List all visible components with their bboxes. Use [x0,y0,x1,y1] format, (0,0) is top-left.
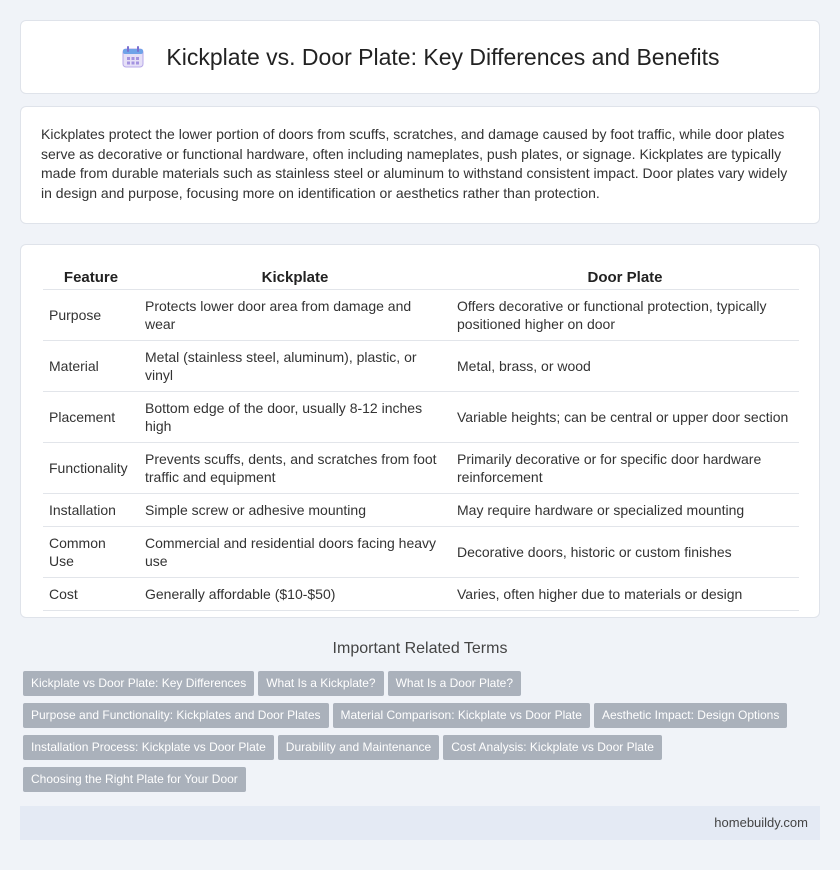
door-plate-cell: Variable heights; can be central or upper door section [451,392,799,443]
related-term-tag[interactable]: Durability and Maintenance [278,735,439,760]
related-term-tag[interactable]: Purpose and Functionality: Kickplates and Door Plates [23,703,329,728]
table-row [43,290,799,341]
door-plate-cell: Offers decorative or functional protection, typically positioned higher on door [451,290,799,341]
related-term-tag[interactable]: Material Comparison: Kickplate vs Door Plate [333,703,590,728]
feature-cell: Common Use [43,527,139,578]
feature-cell: Installation [43,494,139,527]
table-row [43,392,799,443]
title-card [20,20,820,94]
feature-cell: Purpose [43,290,139,341]
kickplate-cell: Protects lower door area from damage and wear [139,290,451,341]
header-feature: Feature [43,265,139,290]
comparison-table [43,265,799,611]
related-terms-list [23,671,823,799]
footer-site[interactable]: homebuildy.com [714,815,808,830]
header-door-plate: Door Plate [451,265,799,290]
kickplate-cell: Metal (stainless steel, aluminum), plastic, or vinyl [139,341,451,392]
page-title: Kickplate vs. Door Plate: Key Differences and Benefits [166,43,720,70]
related-term-tag[interactable]: Choosing the Right Plate for Your Door [23,767,246,792]
kickplate-cell: Generally affordable ($10-$50) [139,578,451,611]
related-term-tag[interactable]: What Is a Kickplate? [258,671,383,696]
kickplate-cell: Simple screw or adhesive mounting [139,494,451,527]
door-plate-cell: Decorative doors, historic or custom finishes [451,527,799,578]
feature-cell: Cost [43,578,139,611]
door-plate-cell: Metal, brass, or wood [451,341,799,392]
kickplate-cell: Bottom edge of the door, usually 8-12 inches high [139,392,451,443]
table-row [43,527,799,578]
kickplate-cell: Prevents scuffs, dents, and scratches from foot traffic and equipment [139,443,451,494]
related-term-tag[interactable]: Cost Analysis: Kickplate vs Door Plate [443,735,662,760]
door-plate-cell: Varies, often higher due to materials or design [451,578,799,611]
comparison-table-card [20,244,820,618]
related-term-tag[interactable]: Aesthetic Impact: Design Options [594,703,787,728]
related-term-tag[interactable]: What Is a Door Plate? [388,671,521,696]
related-terms-title: Important Related Terms [332,640,508,657]
related-term-tag[interactable]: Kickplate vs Door Plate: Key Differences [23,671,254,696]
table-row [43,443,799,494]
intro-card [20,106,820,224]
header-kickplate: Kickplate [139,265,451,290]
feature-cell: Functionality [43,443,139,494]
feature-cell: Placement [43,392,139,443]
table-row [43,341,799,392]
intro-text: Kickplates protect the lower portion of doors from scuffs, scratches, and damage caused by foot traffic, while door plates serve as decorative or functional hardware, often including nameplates, push plates, or signage. Kickplates are typically made from durable materials such as stainless steel or aluminum to withstand consistent impact. Door plates vary widely in design and purpose, focusing more on identification or aesthetics rather than protection. [41,126,788,201]
door-plate-cell: Primarily decorative or for specific door hardware reinforcement [451,443,799,494]
table-row [43,494,799,527]
table-header-row [43,265,799,290]
calendar-icon [120,44,146,70]
kickplate-cell: Commercial and residential doors facing heavy use [139,527,451,578]
footer [20,806,820,840]
table-row [43,578,799,611]
related-term-tag[interactable]: Installation Process: Kickplate vs Door Plate [23,735,274,760]
feature-cell: Material [43,341,139,392]
door-plate-cell: May require hardware or specialized mounting [451,494,799,527]
